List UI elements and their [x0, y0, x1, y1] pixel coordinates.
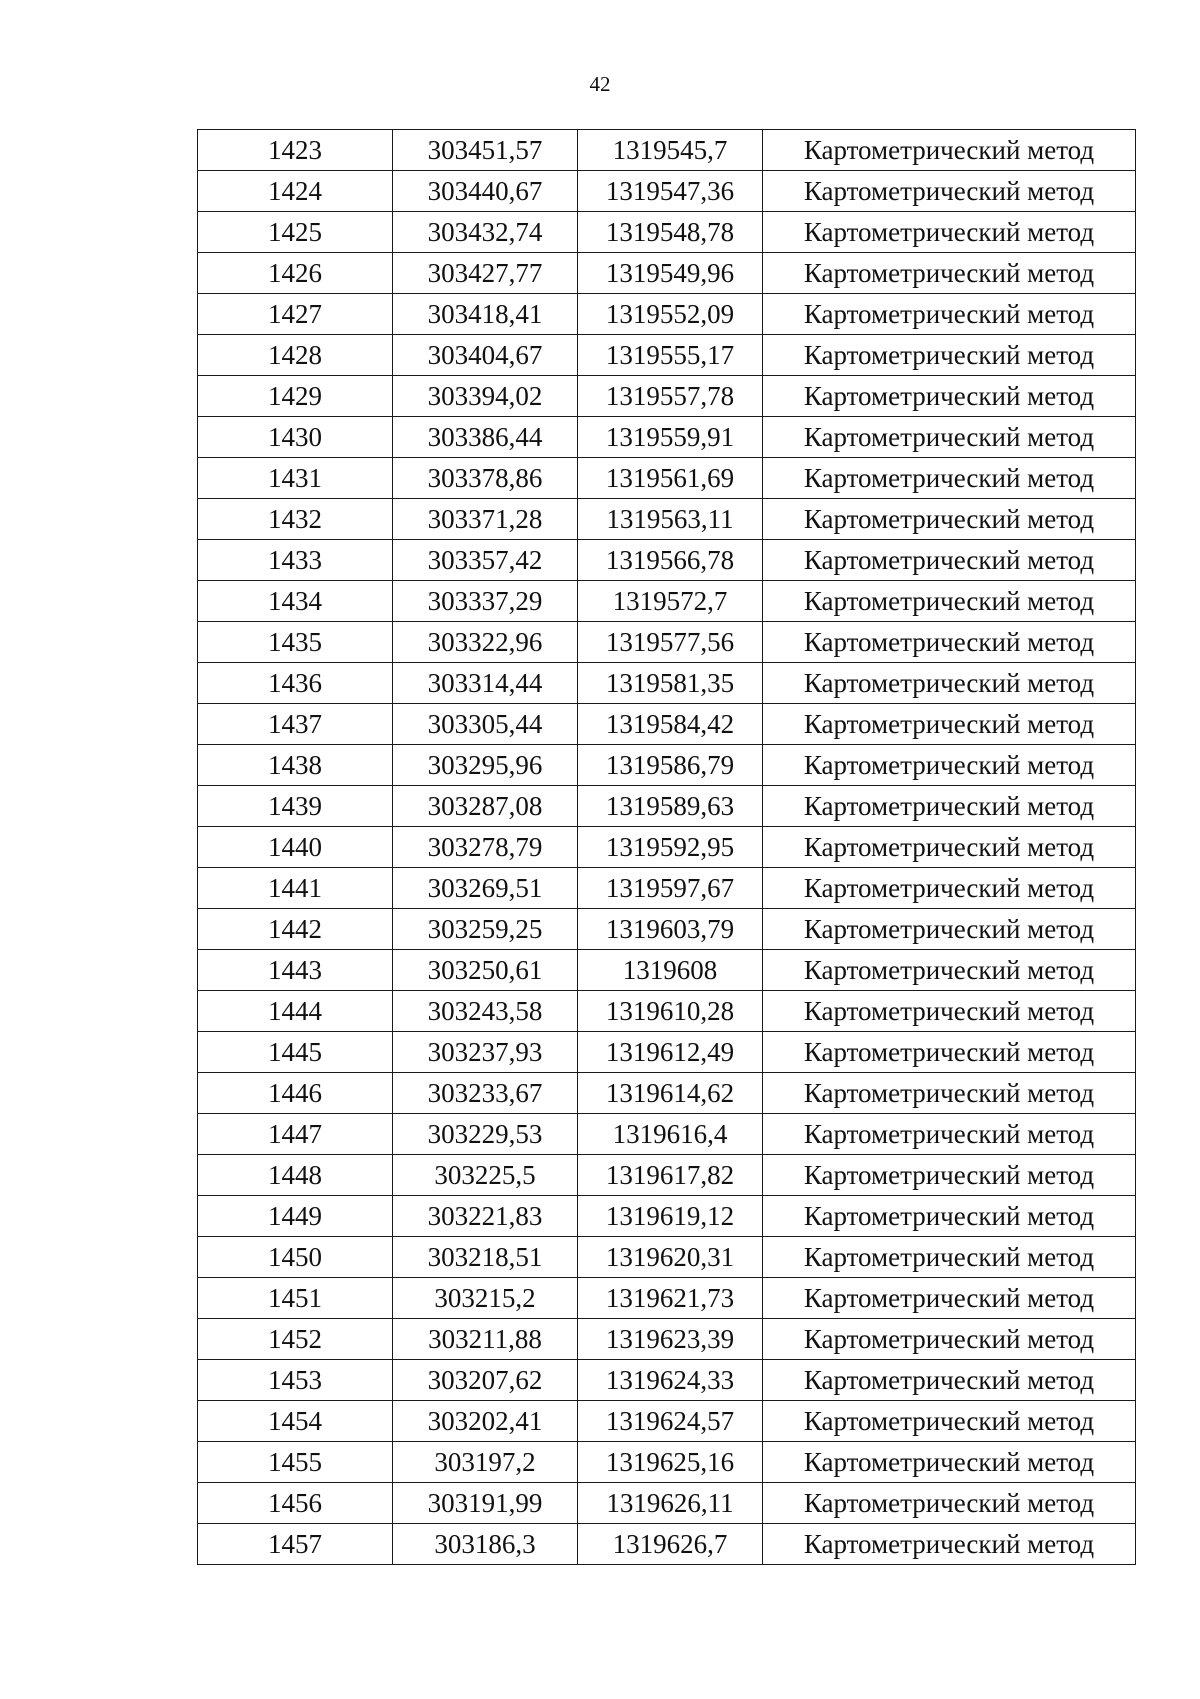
method-cell: Картометрический метод	[763, 499, 1136, 540]
y-coordinate-cell: 1319597,67	[578, 868, 763, 909]
y-coordinate-cell: 1319549,96	[578, 253, 763, 294]
y-coordinate-cell: 1319566,78	[578, 540, 763, 581]
method-cell: Картометрический метод	[763, 1237, 1136, 1278]
table-row	[198, 1401, 1136, 1442]
y-coordinate-cell: 1319586,79	[578, 745, 763, 786]
table-row	[198, 458, 1136, 499]
point-number-cell: 1447	[198, 1114, 393, 1155]
x-coordinate-cell: 303314,44	[393, 663, 578, 704]
x-coordinate-cell: 303287,08	[393, 786, 578, 827]
method-cell: Картометрический метод	[763, 1278, 1136, 1319]
point-number-cell: 1426	[198, 253, 393, 294]
point-number-cell: 1452	[198, 1319, 393, 1360]
y-coordinate-cell: 1319603,79	[578, 909, 763, 950]
method-cell: Картометрический метод	[763, 1524, 1136, 1565]
method-cell: Картометрический метод	[763, 1155, 1136, 1196]
method-cell: Картометрический метод	[763, 704, 1136, 745]
x-coordinate-cell: 303211,88	[393, 1319, 578, 1360]
method-cell: Картометрический метод	[763, 868, 1136, 909]
x-coordinate-cell: 303229,53	[393, 1114, 578, 1155]
table-row	[198, 335, 1136, 376]
point-number-cell: 1450	[198, 1237, 393, 1278]
x-coordinate-cell: 303418,41	[393, 294, 578, 335]
point-number-cell: 1454	[198, 1401, 393, 1442]
method-cell: Картометрический метод	[763, 1401, 1136, 1442]
method-cell: Картометрический метод	[763, 212, 1136, 253]
point-number-cell: 1445	[198, 1032, 393, 1073]
x-coordinate-cell: 303295,96	[393, 745, 578, 786]
y-coordinate-cell: 1319612,49	[578, 1032, 763, 1073]
point-number-cell: 1435	[198, 622, 393, 663]
method-cell: Картометрический метод	[763, 663, 1136, 704]
method-cell: Картометрический метод	[763, 335, 1136, 376]
x-coordinate-cell: 303233,67	[393, 1073, 578, 1114]
point-number-cell: 1434	[198, 581, 393, 622]
method-cell: Картометрический метод	[763, 745, 1136, 786]
table-row	[198, 253, 1136, 294]
x-coordinate-cell: 303305,44	[393, 704, 578, 745]
x-coordinate-cell: 303186,3	[393, 1524, 578, 1565]
method-cell: Картометрический метод	[763, 417, 1136, 458]
table-row	[198, 704, 1136, 745]
y-coordinate-cell: 1319557,78	[578, 376, 763, 417]
method-cell: Картометрический метод	[763, 1360, 1136, 1401]
method-cell: Картометрический метод	[763, 376, 1136, 417]
y-coordinate-cell: 1319572,7	[578, 581, 763, 622]
method-cell: Картометрический метод	[763, 991, 1136, 1032]
y-coordinate-cell: 1319608	[578, 950, 763, 991]
point-number-cell: 1456	[198, 1483, 393, 1524]
point-number-cell: 1457	[198, 1524, 393, 1565]
point-number-cell: 1430	[198, 417, 393, 458]
x-coordinate-cell: 303337,29	[393, 581, 578, 622]
y-coordinate-cell: 1319624,57	[578, 1401, 763, 1442]
method-cell: Картометрический метод	[763, 1319, 1136, 1360]
method-cell: Картометрический метод	[763, 581, 1136, 622]
method-cell: Картометрический метод	[763, 458, 1136, 499]
y-coordinate-cell: 1319584,42	[578, 704, 763, 745]
method-cell: Картометрический метод	[763, 540, 1136, 581]
table-row	[198, 1237, 1136, 1278]
table-row	[198, 1196, 1136, 1237]
y-coordinate-cell: 1319548,78	[578, 212, 763, 253]
point-number-cell: 1440	[198, 827, 393, 868]
method-cell: Картометрический метод	[763, 130, 1136, 171]
table-row	[198, 581, 1136, 622]
coordinates-table	[197, 129, 1136, 1565]
table-row	[198, 1032, 1136, 1073]
x-coordinate-cell: 303237,93	[393, 1032, 578, 1073]
x-coordinate-cell: 303215,2	[393, 1278, 578, 1319]
y-coordinate-cell: 1319616,4	[578, 1114, 763, 1155]
y-coordinate-cell: 1319545,7	[578, 130, 763, 171]
y-coordinate-cell: 1319614,62	[578, 1073, 763, 1114]
y-coordinate-cell: 1319592,95	[578, 827, 763, 868]
x-coordinate-cell: 303371,28	[393, 499, 578, 540]
point-number-cell: 1444	[198, 991, 393, 1032]
x-coordinate-cell: 303243,58	[393, 991, 578, 1032]
table-row	[198, 130, 1136, 171]
point-number-cell: 1443	[198, 950, 393, 991]
x-coordinate-cell: 303440,67	[393, 171, 578, 212]
table-row	[198, 171, 1136, 212]
y-coordinate-cell: 1319620,31	[578, 1237, 763, 1278]
x-coordinate-cell: 303357,42	[393, 540, 578, 581]
y-coordinate-cell: 1319547,36	[578, 171, 763, 212]
y-coordinate-cell: 1319552,09	[578, 294, 763, 335]
x-coordinate-cell: 303259,25	[393, 909, 578, 950]
point-number-cell: 1451	[198, 1278, 393, 1319]
y-coordinate-cell: 1319621,73	[578, 1278, 763, 1319]
point-number-cell: 1437	[198, 704, 393, 745]
y-coordinate-cell: 1319610,28	[578, 991, 763, 1032]
y-coordinate-cell: 1319624,33	[578, 1360, 763, 1401]
table-row	[198, 786, 1136, 827]
table-row	[198, 1483, 1136, 1524]
x-coordinate-cell: 303250,61	[393, 950, 578, 991]
point-number-cell: 1448	[198, 1155, 393, 1196]
method-cell: Картометрический метод	[763, 1442, 1136, 1483]
x-coordinate-cell: 303322,96	[393, 622, 578, 663]
x-coordinate-cell: 303451,57	[393, 130, 578, 171]
table-row	[198, 1524, 1136, 1565]
y-coordinate-cell: 1319625,16	[578, 1442, 763, 1483]
point-number-cell: 1439	[198, 786, 393, 827]
x-coordinate-cell: 303269,51	[393, 868, 578, 909]
method-cell: Картометрический метод	[763, 1196, 1136, 1237]
method-cell: Картометрический метод	[763, 1483, 1136, 1524]
table-row	[198, 1155, 1136, 1196]
point-number-cell: 1436	[198, 663, 393, 704]
table-row	[198, 294, 1136, 335]
method-cell: Картометрический метод	[763, 253, 1136, 294]
point-number-cell: 1446	[198, 1073, 393, 1114]
point-number-cell: 1431	[198, 458, 393, 499]
x-coordinate-cell: 303218,51	[393, 1237, 578, 1278]
point-number-cell: 1455	[198, 1442, 393, 1483]
point-number-cell: 1441	[198, 868, 393, 909]
point-number-cell: 1449	[198, 1196, 393, 1237]
table-row	[198, 1073, 1136, 1114]
y-coordinate-cell: 1319559,91	[578, 417, 763, 458]
y-coordinate-cell: 1319626,7	[578, 1524, 763, 1565]
y-coordinate-cell: 1319581,35	[578, 663, 763, 704]
method-cell: Картометрический метод	[763, 1032, 1136, 1073]
method-cell: Картометрический метод	[763, 1073, 1136, 1114]
method-cell: Картометрический метод	[763, 1114, 1136, 1155]
table-row	[198, 1360, 1136, 1401]
table-row	[198, 1319, 1136, 1360]
x-coordinate-cell: 303404,67	[393, 335, 578, 376]
point-number-cell: 1433	[198, 540, 393, 581]
y-coordinate-cell: 1319617,82	[578, 1155, 763, 1196]
table-row	[198, 745, 1136, 786]
method-cell: Картометрический метод	[763, 909, 1136, 950]
x-coordinate-cell: 303394,02	[393, 376, 578, 417]
table-row	[198, 909, 1136, 950]
point-number-cell: 1427	[198, 294, 393, 335]
method-cell: Картометрический метод	[763, 622, 1136, 663]
y-coordinate-cell: 1319561,69	[578, 458, 763, 499]
point-number-cell: 1424	[198, 171, 393, 212]
table-row	[198, 417, 1136, 458]
point-number-cell: 1442	[198, 909, 393, 950]
table-row	[198, 1114, 1136, 1155]
x-coordinate-cell: 303278,79	[393, 827, 578, 868]
method-cell: Картометрический метод	[763, 950, 1136, 991]
method-cell: Картометрический метод	[763, 294, 1136, 335]
y-coordinate-cell: 1319577,56	[578, 622, 763, 663]
y-coordinate-cell: 1319619,12	[578, 1196, 763, 1237]
method-cell: Картометрический метод	[763, 171, 1136, 212]
point-number-cell: 1453	[198, 1360, 393, 1401]
point-number-cell: 1438	[198, 745, 393, 786]
table-row	[198, 499, 1136, 540]
table-row	[198, 1442, 1136, 1483]
table-row	[198, 212, 1136, 253]
point-number-cell: 1428	[198, 335, 393, 376]
x-coordinate-cell: 303202,41	[393, 1401, 578, 1442]
x-coordinate-cell: 303386,44	[393, 417, 578, 458]
table-row	[198, 622, 1136, 663]
table-row	[198, 663, 1136, 704]
table-row	[198, 376, 1136, 417]
table-row	[198, 950, 1136, 991]
point-number-cell: 1429	[198, 376, 393, 417]
x-coordinate-cell: 303225,5	[393, 1155, 578, 1196]
x-coordinate-cell: 303191,99	[393, 1483, 578, 1524]
table-row	[198, 1278, 1136, 1319]
y-coordinate-cell: 1319555,17	[578, 335, 763, 376]
y-coordinate-cell: 1319623,39	[578, 1319, 763, 1360]
point-number-cell: 1432	[198, 499, 393, 540]
coordinates-table-body	[198, 130, 1136, 1565]
x-coordinate-cell: 303197,2	[393, 1442, 578, 1483]
y-coordinate-cell: 1319563,11	[578, 499, 763, 540]
method-cell: Картометрический метод	[763, 827, 1136, 868]
table-row	[198, 827, 1136, 868]
y-coordinate-cell: 1319626,11	[578, 1483, 763, 1524]
point-number-cell: 1425	[198, 212, 393, 253]
x-coordinate-cell: 303432,74	[393, 212, 578, 253]
x-coordinate-cell: 303378,86	[393, 458, 578, 499]
point-number-cell: 1423	[198, 130, 393, 171]
page-number: 42	[589, 72, 611, 96]
method-cell: Картометрический метод	[763, 786, 1136, 827]
x-coordinate-cell: 303207,62	[393, 1360, 578, 1401]
x-coordinate-cell: 303427,77	[393, 253, 578, 294]
table-row	[198, 991, 1136, 1032]
y-coordinate-cell: 1319589,63	[578, 786, 763, 827]
x-coordinate-cell: 303221,83	[393, 1196, 578, 1237]
table-row	[198, 868, 1136, 909]
table-row	[198, 540, 1136, 581]
